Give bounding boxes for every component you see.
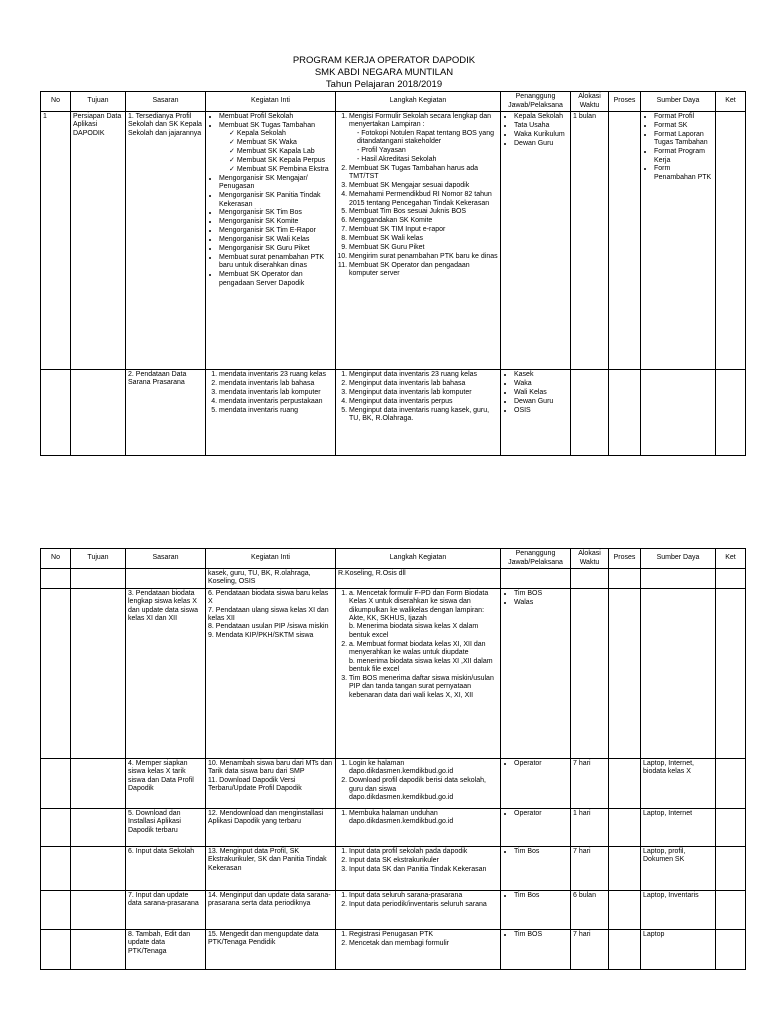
ket-cell — [716, 588, 746, 758]
list-item: • OSIS — [514, 407, 568, 415]
row-number — [41, 808, 71, 846]
list-item: 5. Menginput data inventaris ruang kasek, guru, TU, BK, R.Olahraga. — [349, 407, 498, 424]
list-item — [208, 623, 333, 631]
header-sumber: Sumber Daya — [641, 92, 716, 112]
proses-cell — [609, 890, 641, 929]
list-item: 3. Menginput data inventaris lab komputer — [349, 389, 498, 397]
list-item: • Kasek — [514, 371, 568, 379]
list-item: 2. Input data SK ekstrakurikuler — [349, 857, 498, 865]
table-row — [41, 808, 746, 846]
item-number: 15. — [208, 930, 218, 938]
row-number — [41, 569, 71, 589]
item-number: 10. — [208, 759, 218, 767]
list-item: 1. Registrasi Penugasan PTK — [349, 931, 498, 939]
langkah-cell — [336, 370, 501, 456]
list-item — [219, 122, 333, 174]
list-item: • Format SK — [654, 122, 713, 130]
sasaran-cell: 5. Download dan Installasi Aplikasi Dapodik terbaru — [126, 808, 206, 846]
item-text: Menginput dan update data sarana-prasarana serta data periodiknya — [208, 891, 331, 908]
list-item: • Mengorganisir SK Komite — [219, 218, 333, 226]
step-b: b. Menerima biodata siswa kelas X dalam bentuk excel — [349, 623, 479, 639]
dash-item: - Profil Yayasan — [357, 147, 498, 155]
alokasi-cell: 7 hari — [571, 929, 609, 969]
list-item: 1. mendata inventaris 23 ruang kelas — [219, 371, 333, 379]
header-no: No — [41, 92, 71, 112]
item-number: 11. — [208, 776, 218, 784]
tujuan-cell — [71, 929, 126, 969]
list-item — [349, 113, 498, 164]
ket-cell — [716, 846, 746, 890]
list-item: 3. Membuat SK Mengajar sesuai dapodik — [349, 182, 498, 190]
sasaran-cell: 8. Tambah, Edit dan update data PTK/Tenaga — [126, 929, 206, 969]
table-header-row — [41, 549, 746, 569]
langkah-cell — [336, 588, 501, 758]
list-item: 5. mendata inventaris ruang — [219, 407, 333, 415]
penanggung-cell — [501, 588, 571, 758]
ket-cell — [716, 758, 746, 808]
list-item: 9. Membuat SK Guru Piket — [349, 244, 498, 252]
header-proses: Proses — [609, 92, 641, 112]
school-year: Tahun Pelajaran 2018/2019 — [325, 79, 443, 90]
program-table-page2 — [40, 548, 746, 970]
item-text: Mendata KIP/PKH/SKTM siswa — [215, 631, 314, 639]
row-number — [41, 846, 71, 890]
list-item: 10. Mengirim surat penambahan PTK baru ke dinas — [349, 253, 498, 261]
table-row — [41, 758, 746, 808]
document-title: PROGRAM KERJA OPERATOR DAPODIK — [292, 55, 476, 66]
list-item: • Tim Bos — [514, 892, 568, 900]
list-item: • Mengorganisir SK Mengajar/ Penugasan — [219, 175, 333, 192]
dash-item: - Fotokopi Notulen Rapat tentang BOS yang ditandatangani stakeholder — [357, 130, 498, 147]
alokasi-cell: 1 hari — [571, 808, 609, 846]
row-number — [41, 929, 71, 969]
penanggung-cell — [501, 929, 571, 969]
ket-cell — [716, 808, 746, 846]
proses-cell — [609, 112, 641, 370]
list-item: 4. Memahami Permendikbud RI Nomor 82 tahun 2015 tentang Pencegahan Tindak Kekerasan — [349, 191, 498, 208]
list-item — [349, 590, 498, 640]
ket-cell — [716, 929, 746, 969]
sumber-cell: Laptop, profil, Dokumen SK — [641, 846, 716, 890]
proses-cell — [609, 808, 641, 846]
tujuan-cell: Persiapan Data Aplikasi DAPODIK — [71, 112, 126, 370]
tujuan-cell — [71, 370, 126, 456]
proses-cell — [609, 370, 641, 456]
item-text: Download Dapodik Versi Terbaru/Update Profil Dapodik — [208, 776, 302, 793]
proses-cell — [609, 846, 641, 890]
list-item — [208, 760, 333, 777]
item-text: Pendataan ulang siswa kelas XI dan kelas XII — [208, 606, 329, 623]
header-tujuan: Tujuan — [71, 92, 126, 112]
list-item: 11. Membuat SK Operator dan pengadaan komputer server — [349, 262, 498, 279]
kegiatan-cell — [206, 808, 336, 846]
header-kegiatan: Kegiatan Inti — [206, 549, 336, 569]
list-item: 4. Menginput data inventaris perpus — [349, 398, 498, 406]
row-number — [41, 370, 71, 456]
list-item: 2. Download profil dapodik berisi data sekolah, guru dan siswa dapo.dikdasmen.kemdikbud.go.id — [349, 777, 498, 802]
item-text: Menambah siswa baru dari MTs dan Tarik data siswa baru dari SMP — [208, 759, 333, 776]
list-item: • Tim BOS — [514, 590, 568, 598]
list-item: 1. Membuka halaman unduhan dapo.dikdasmen.kemdikbud.go.id — [349, 810, 498, 827]
list-item: • Tim BOS — [514, 931, 568, 939]
school-name: SMK ABDI NEGARA MUNTILAN — [314, 67, 454, 78]
kegiatan-cell — [206, 846, 336, 890]
list-item: • Mengorganisir SK Panitia Tindak Kekerasan — [219, 192, 333, 209]
header-alokasi: Alokasi Waktu — [571, 549, 609, 569]
list-item: • Walas — [514, 599, 568, 607]
list-item: • Format Laporan Tugas Tambahan — [654, 131, 713, 148]
header-proses: Proses — [609, 549, 641, 569]
list-item: 1. Login ke halaman dapo.dikdasmen.kemdikbud.go.id — [349, 760, 498, 777]
ket-cell — [716, 112, 746, 370]
list-item: • Waka Kurikulum — [514, 131, 568, 139]
step-a: 1. a. Mencetak formulir F-PD dan Form Biodata Kelas X untuk diserahkan ke siswa dan dikumpulkan ke walikelas dengan lampiran: Akte, KK, SKHUS, Ijazah — [349, 589, 489, 623]
table-row — [41, 929, 746, 969]
langkah-cell — [336, 890, 501, 929]
header-penanggung: Penanggung Jawab/Pelaksana — [501, 549, 571, 569]
alokasi-cell: 1 bulan — [571, 112, 609, 370]
check-item: ✓ Membuat SK Pembina Ekstra — [229, 166, 333, 174]
tujuan-cell — [71, 588, 126, 758]
sasaran-cell: 7. Input dan update data sarana-prasarana — [126, 890, 206, 929]
sumber-cell — [641, 112, 716, 370]
header-sasaran: Sasaran — [126, 549, 206, 569]
list-item-text: Mengisi Formulir Sekolah secara lengkap dan menyertakan Lampiran : — [349, 113, 492, 129]
sumber-cell: Laptop, Inventaris — [641, 890, 716, 929]
check-item: ✓ Membuat SK Waka — [229, 139, 333, 147]
row-number — [41, 758, 71, 808]
list-item: • Dewan Guru — [514, 140, 568, 148]
list-item: • Membuat Profil Sekolah — [219, 113, 333, 121]
header-langkah: Langkah Kegiatan — [336, 549, 501, 569]
list-item — [208, 590, 333, 607]
item-text: Mendownload dan menginstallasi Aplikasi Dapodik yang terbaru — [208, 809, 324, 826]
sumber-cell — [641, 588, 716, 758]
kegiatan-cell — [206, 112, 336, 370]
sumber-cell: Laptop — [641, 929, 716, 969]
header-langkah: Langkah Kegiatan — [336, 92, 501, 112]
list-item — [208, 777, 333, 794]
langkah-cell — [336, 112, 501, 370]
penanggung-cell — [501, 758, 571, 808]
sasaran-cell: 4. Memper siapkan siswa kelas X tarik siswa dan Data Profil Dapodik — [126, 758, 206, 808]
step-b: b. menerima biodata siswa kelas XI ,XII dalam bentuk file excel — [349, 657, 493, 673]
header-ket: Ket — [716, 549, 746, 569]
table-row — [41, 588, 746, 758]
item-text: Pendataan usulan PIP /siswa miskin — [215, 623, 329, 631]
list-item: • Mengorganisir SK Wali Kelas — [219, 236, 333, 244]
alokasi-cell — [571, 588, 609, 758]
list-item — [208, 810, 333, 827]
list-item: 8. Membuat SK Wali kelas — [349, 235, 498, 243]
penanggung-cell — [501, 112, 571, 370]
tujuan-cell — [71, 890, 126, 929]
alokasi-cell: 6 bulan — [571, 890, 609, 929]
list-item — [208, 607, 333, 624]
list-item: 4. mendata inventaris perpustakaan — [219, 398, 333, 406]
table-header-row — [41, 92, 746, 112]
tujuan-cell — [71, 569, 126, 589]
sasaran-cell: 3. Pendataan biodata lengkap siswa kelas X dan update data siswa kelas XI dan XII — [126, 588, 206, 758]
check-item: ✓ Kepala Sekolah — [229, 130, 333, 138]
kegiatan-cell — [206, 370, 336, 456]
list-item: 2. Menginput data inventaris lab bahasa — [349, 380, 498, 388]
penanggung-cell — [501, 808, 571, 846]
alokasi-cell: 7 hari — [571, 758, 609, 808]
penanggung-cell — [501, 846, 571, 890]
sumber-cell — [641, 370, 716, 456]
check-item: ✓ Membuat SK Kapala Lab — [229, 148, 333, 156]
list-item: 2. Input data periodik/inventaris seluruh sarana — [349, 901, 498, 909]
list-item: • Kepala Sekolah — [514, 113, 568, 121]
list-item — [208, 632, 333, 640]
row-number — [41, 890, 71, 929]
kegiatan-cell — [206, 929, 336, 969]
list-item: • Mengorganisir SK Tim Bos — [219, 209, 333, 217]
sumber-cell: Laptop, Internet — [641, 808, 716, 846]
penanggung-cell — [501, 370, 571, 456]
kegiatan-cell — [206, 588, 336, 758]
list-item: • Mengorganisir SK Guru Piket — [219, 245, 333, 253]
step-a: 2. a. Membuat format biodata kelas XI, XII dan menyerahkan ke walas untuk diupdate — [349, 640, 486, 657]
list-item: 2. Mencetak dan membagi formulir — [349, 940, 498, 948]
header-ket: Ket — [716, 92, 746, 112]
list-item: 3. Input data SK dan Panitia Tindak Kekerasan — [349, 866, 498, 874]
list-item: • Waka — [514, 380, 568, 388]
item-number: 14. — [208, 891, 218, 899]
tujuan-cell — [71, 808, 126, 846]
kegiatan-cell — [206, 758, 336, 808]
header-alokasi: Alokasi Waktu — [571, 92, 609, 112]
list-item: • Format Profil — [654, 113, 713, 121]
table-row — [41, 890, 746, 929]
list-item: • Operator — [514, 810, 568, 818]
program-table-page1 — [40, 91, 746, 456]
list-item: • Wali Kelas — [514, 389, 568, 397]
list-item: • Mengorganisir SK Tim E-Rapor — [219, 227, 333, 235]
sumber-cell — [641, 569, 716, 589]
header-sasaran: Sasaran — [126, 92, 206, 112]
kegiatan-cell: kasek, guru, TU, BK, R.olahraga, Koseling, OSIS — [206, 569, 336, 589]
langkah-cell — [336, 758, 501, 808]
header-penanggung: Penanggung Jawab/Pelaksana — [501, 92, 571, 112]
list-item: 3. mendata inventaris lab komputer — [219, 389, 333, 397]
list-item: • Tata Usaha — [514, 122, 568, 130]
list-item: 1. Input data seluruh sarana-prasarana — [349, 892, 498, 900]
langkah-cell — [336, 808, 501, 846]
item-number: 6. — [208, 589, 214, 597]
list-item-text: Membuat SK Tugas Tambahan — [219, 121, 315, 129]
list-item: 1. Menginput data inventaris 23 ruang kelas — [349, 371, 498, 379]
table-row — [41, 370, 746, 456]
row-number: 1 — [41, 112, 71, 370]
alokasi-cell — [571, 569, 609, 589]
alokasi-cell: 7 hari — [571, 846, 609, 890]
item-number: 8. — [208, 623, 214, 631]
sasaran-cell: 2. Pendataan Data Sarana Prasarana — [126, 370, 206, 456]
row-number — [41, 588, 71, 758]
sasaran-cell — [126, 569, 206, 589]
header-sumber: Sumber Daya — [641, 549, 716, 569]
list-item: • Form Penambahan PTK — [654, 165, 713, 182]
header-kegiatan: Kegiatan Inti — [206, 92, 336, 112]
penanggung-cell — [501, 569, 571, 589]
list-item: • Dewan Guru — [514, 398, 568, 406]
table-row — [41, 846, 746, 890]
list-item: • Operator — [514, 760, 568, 768]
list-item: 5. Membuat Tim Bos sesuai Juknis BOS — [349, 208, 498, 216]
table-row — [41, 569, 746, 589]
list-item — [349, 641, 498, 675]
sumber-cell: Laptop, Internet, biodata kelas X — [641, 758, 716, 808]
list-item: 3. Tim BOS menerima daftar siswa miskin/usulan PIP dan tanda tangan surat pernyataan kebenaran data dari wali kelas X, XI, XII — [349, 675, 498, 700]
list-item: • Format Program Kerja — [654, 148, 713, 165]
tujuan-cell — [71, 846, 126, 890]
header-tujuan: Tujuan — [71, 549, 126, 569]
header-no: No — [41, 549, 71, 569]
item-number: 13. — [208, 847, 218, 855]
kegiatan-cell — [206, 890, 336, 929]
item-number: 12. — [208, 809, 218, 817]
table-row — [41, 112, 746, 370]
langkah-cell: R.Koseling, R.Osis dll — [336, 569, 501, 589]
tujuan-cell — [71, 758, 126, 808]
list-item — [208, 848, 333, 873]
item-text: Pendataan biodata siswa baru kelas X — [208, 589, 329, 606]
ket-cell — [716, 370, 746, 456]
item-text: Mengedit dan mengupdate data PTK/Tenaga Pendidik — [208, 930, 319, 947]
proses-cell — [609, 588, 641, 758]
alokasi-cell — [571, 370, 609, 456]
list-item: 1. Input data profil sekolah pada dapodik — [349, 848, 498, 856]
ket-cell — [716, 569, 746, 589]
list-item: • Tim Bos — [514, 848, 568, 856]
sasaran-cell: 6. Input data Sekolah — [126, 846, 206, 890]
dash-item: - Hasil Akreditasi Sekolah — [357, 156, 498, 164]
list-item: 2. mendata inventaris lab bahasa — [219, 380, 333, 388]
list-item — [208, 892, 333, 909]
sasaran-cell: 1. Tersedianya Profil Sekolah dan SK Kepala Sekolah dan jajarannya — [126, 112, 206, 370]
list-item: 2. Membuat SK Tugas Tambahan harus ada TMT/TST — [349, 165, 498, 182]
item-text: Menginput data Profil, SK Ekstrakurikuler, SK dan Panitia Tindak Kekerasan — [208, 847, 327, 872]
item-number: 9. — [208, 631, 214, 639]
langkah-cell — [336, 846, 501, 890]
list-item: • Membuat SK Operator dan pengadaan Server Dapodik — [219, 271, 333, 288]
list-item: 6. Menggandakan SK Komite — [349, 217, 498, 225]
ket-cell — [716, 890, 746, 929]
check-item: ✓ Membuat SK Kepala Perpus — [229, 157, 333, 165]
penanggung-cell — [501, 890, 571, 929]
list-item: 7. Membuat SK TIM Input e-rapor — [349, 226, 498, 234]
proses-cell — [609, 929, 641, 969]
list-item: • Membuat surat penambahan PTK baru untuk diserahkan dinas — [219, 254, 333, 271]
item-number: 7. — [208, 606, 214, 614]
proses-cell — [609, 569, 641, 589]
proses-cell — [609, 758, 641, 808]
list-item — [208, 931, 333, 948]
langkah-cell — [336, 929, 501, 969]
